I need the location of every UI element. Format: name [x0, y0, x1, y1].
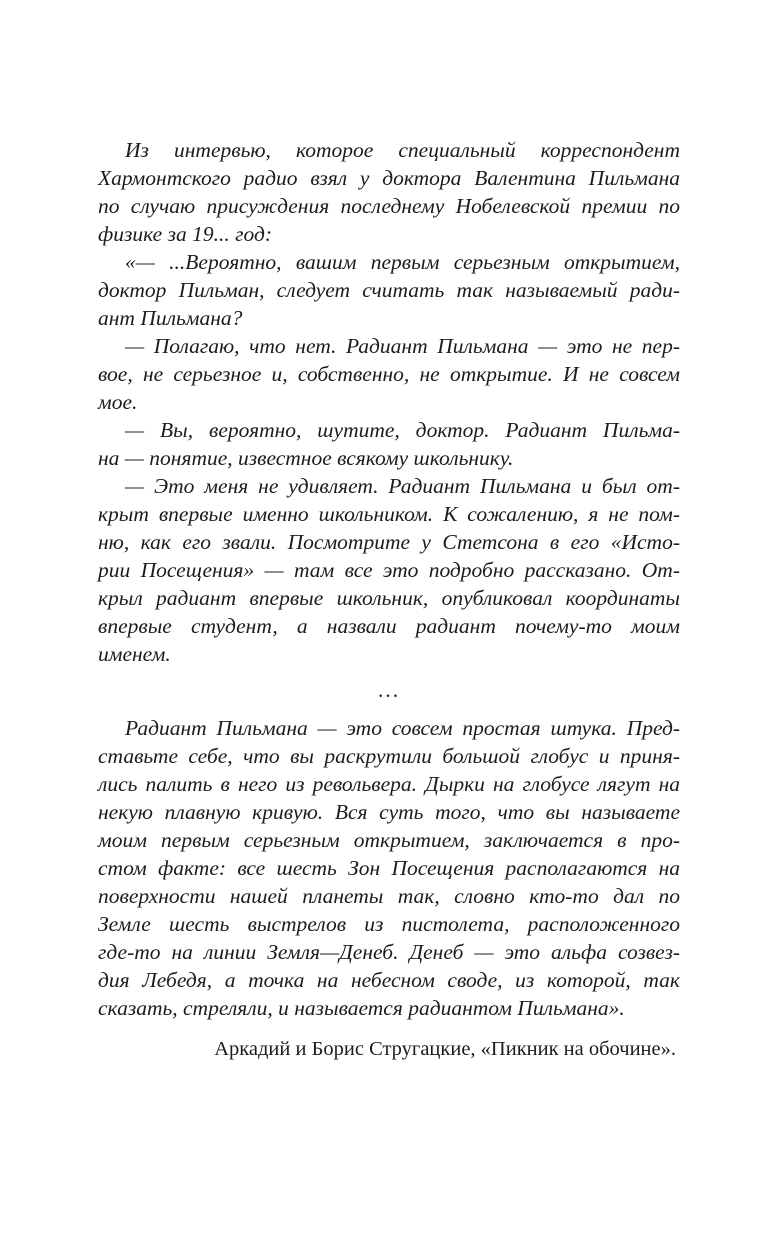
text-line: вое, не серьезное и, собственно, не открытие. И не совсем	[98, 362, 680, 386]
text-line: ставьте себе, что вы раскрутили большой глобус и приня-	[98, 744, 680, 768]
text-line: мое.	[98, 390, 138, 414]
text-line: некую плавную кривую. Вся суть того, что вы называете	[98, 800, 680, 824]
paragraph	[98, 136, 680, 248]
text-line: моим первым серьезным открытием, заключается в про-	[98, 828, 680, 852]
text-line: физике за 19... год:	[98, 222, 272, 246]
text-line: — Это меня не удивляет. Радиант Пильмана и был от-	[125, 474, 680, 498]
text-line: поверхности нашей планеты так, словно кто-то дал по	[98, 884, 680, 908]
paragraph	[98, 248, 680, 332]
text-line: именем.	[98, 642, 171, 666]
text-line: рии Посещения» — там все это подробно рассказано. От-	[98, 558, 680, 582]
text-line: на — понятие, известное всякому школьнику.	[98, 446, 514, 470]
text-line: — Вы, вероятно, шутите, доктор. Радиант Пильма-	[125, 418, 680, 442]
text-line: Радиант Пильмана — это совсем простая штука. Пред-	[125, 716, 680, 740]
text-line: стом факте: все шесть Зон Посещения располагаются на	[98, 856, 680, 880]
text-line: впервые студент, а назвали радиант почему-то моим	[98, 614, 680, 638]
text-line: доктор Пильман, следует считать так называемый ради-	[98, 278, 680, 302]
text-line: Хармонтского радио взял у доктора Валентина Пильмана	[98, 166, 680, 190]
attribution-line: Аркадий и Борис Стругацкие, «Пикник на обочине».	[214, 1038, 676, 1060]
text-line: «— ...Вероятно, вашим первым серьезным открытием,	[125, 250, 680, 274]
epigraph-text-block	[98, 136, 680, 1062]
text-line: Из интервью, которое специальный корреспондент	[125, 138, 680, 162]
text-line: ню, как его звали. Посмотрите у Стетсона в его «Исто-	[98, 530, 680, 554]
ellipsis-separator: ...	[377, 678, 401, 702]
text-line: Земле шесть выстрелов из пистолета, расположенного	[98, 912, 680, 936]
text-line: крыт впервые именно школьником. К сожалению, я не пом-	[98, 502, 680, 526]
text-line: ант Пильмана?	[98, 306, 243, 330]
text-line: крыл радиант впервые школьник, опубликовал координаты	[98, 586, 680, 610]
text-line: где-то на линии Земля—Денеб. Денеб — это альфа созвез-	[98, 940, 680, 964]
paragraph	[98, 416, 680, 472]
paragraph	[98, 714, 680, 1022]
text-line: дия Лебедя, а точка на небесном своде, из которой, так	[98, 968, 680, 992]
text-line: по случаю присуждения последнему Нобелевской премии по	[98, 194, 680, 218]
text-line: лись палить в него из револьвера. Дырки на глобусе лягут на	[98, 772, 680, 796]
paragraph	[98, 472, 680, 668]
text-line: сказать, стреляли, и называется радиантом Пильмана».	[98, 996, 625, 1020]
paragraph	[98, 332, 680, 416]
text-line: — Полагаю, что нет. Радиант Пильмана — это не пер-	[125, 334, 680, 358]
